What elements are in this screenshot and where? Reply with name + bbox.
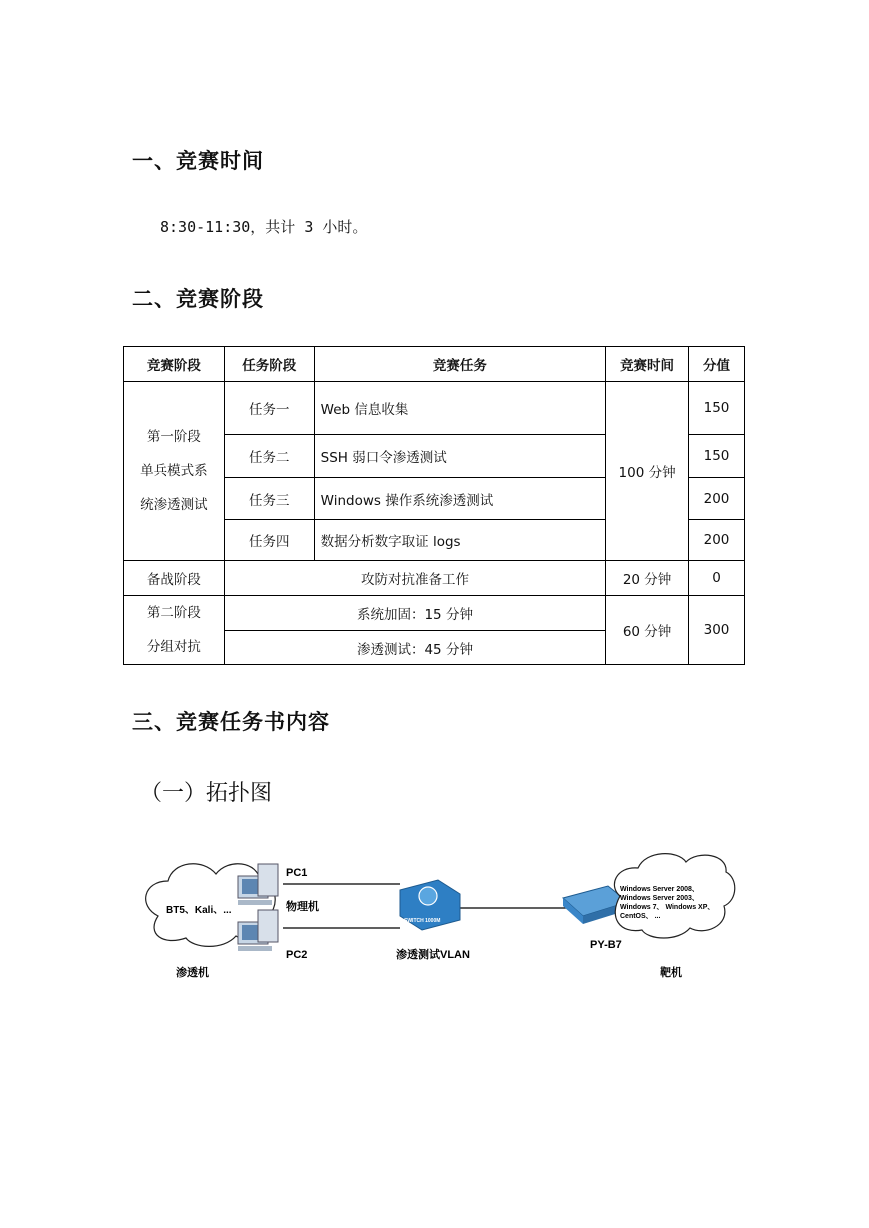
section-title-stages: 二、竞赛阶段: [132, 287, 264, 311]
target-label: 靶机: [660, 967, 682, 979]
phase2-score: 300: [689, 596, 745, 665]
physical-label: 物理机: [286, 901, 319, 913]
table-header-row: [124, 347, 745, 382]
table-row: [124, 596, 745, 631]
header-score: 分值: [689, 347, 745, 382]
task-name: SSH 弱口令渗透测试: [314, 435, 605, 478]
switch-icon: [400, 880, 460, 930]
phase2-task: 系统加固：15 分钟: [224, 596, 605, 631]
pc1-label: PC1: [286, 867, 308, 879]
stages-table: [123, 346, 745, 665]
target-name: PY-B7: [590, 939, 622, 951]
phase2-task: 渗透测试：45 分钟: [224, 631, 605, 665]
task-score: 200: [689, 520, 745, 561]
header-phase: 竞赛阶段: [124, 347, 225, 382]
task-stage: 任务一: [224, 382, 314, 435]
phase2-time: 60 分钟: [606, 596, 689, 665]
prep-score: 0: [689, 561, 745, 596]
attacker-label: 渗透机: [176, 967, 209, 979]
table-row: [124, 561, 745, 596]
right-cloud-line: Windows Server 2003、: [620, 895, 699, 902]
prep-task: 攻防对抗准备工作: [224, 561, 605, 596]
vlan-label: 渗透测试VLAN: [396, 949, 470, 961]
phase1-name: 第一阶段 单兵模式系 统渗透测试: [124, 382, 225, 561]
task-stage: 任务四: [224, 520, 314, 561]
right-cloud-line: CentOS、 ...: [620, 913, 661, 920]
header-time: 竞赛时间: [606, 347, 689, 382]
section-title-time: 一、竞赛时间: [132, 149, 264, 173]
pc2-label: PC2: [286, 949, 308, 961]
task-score: 200: [689, 478, 745, 520]
prep-name: 备战阶段: [124, 561, 225, 596]
phase1-time: 100 分钟: [606, 382, 689, 561]
header-task: 竞赛任务: [314, 347, 605, 382]
time-text: 8:30-11:30，共计 3 小时。: [160, 218, 368, 236]
header-stage: 任务阶段: [224, 347, 314, 382]
section-title-content: 三、竞赛任务书内容: [132, 710, 330, 734]
task-score: 150: [689, 435, 745, 478]
left-cloud-text: BT5、Kali、...: [166, 905, 232, 916]
task-stage: 任务三: [224, 478, 314, 520]
task-stage: 任务二: [224, 435, 314, 478]
task-name: Web 信息收集: [314, 382, 605, 435]
topology-diagram: [138, 846, 738, 986]
phase2-name: 第二阶段 分组对抗: [124, 596, 225, 665]
right-cloud-line: Windows 7、 Windows XP、: [620, 904, 715, 911]
task-name: 数据分析数字取证 logs: [314, 520, 605, 561]
switch-text: SWITCH 1000M: [404, 918, 441, 924]
table-row: [124, 382, 745, 435]
right-cloud-line: Windows Server 2008、: [620, 886, 699, 893]
subsection-topology: （一）拓扑图: [140, 781, 273, 806]
task-name: Windows 操作系统渗透测试: [314, 478, 605, 520]
prep-time: 20 分钟: [606, 561, 689, 596]
task-score: 150: [689, 382, 745, 435]
